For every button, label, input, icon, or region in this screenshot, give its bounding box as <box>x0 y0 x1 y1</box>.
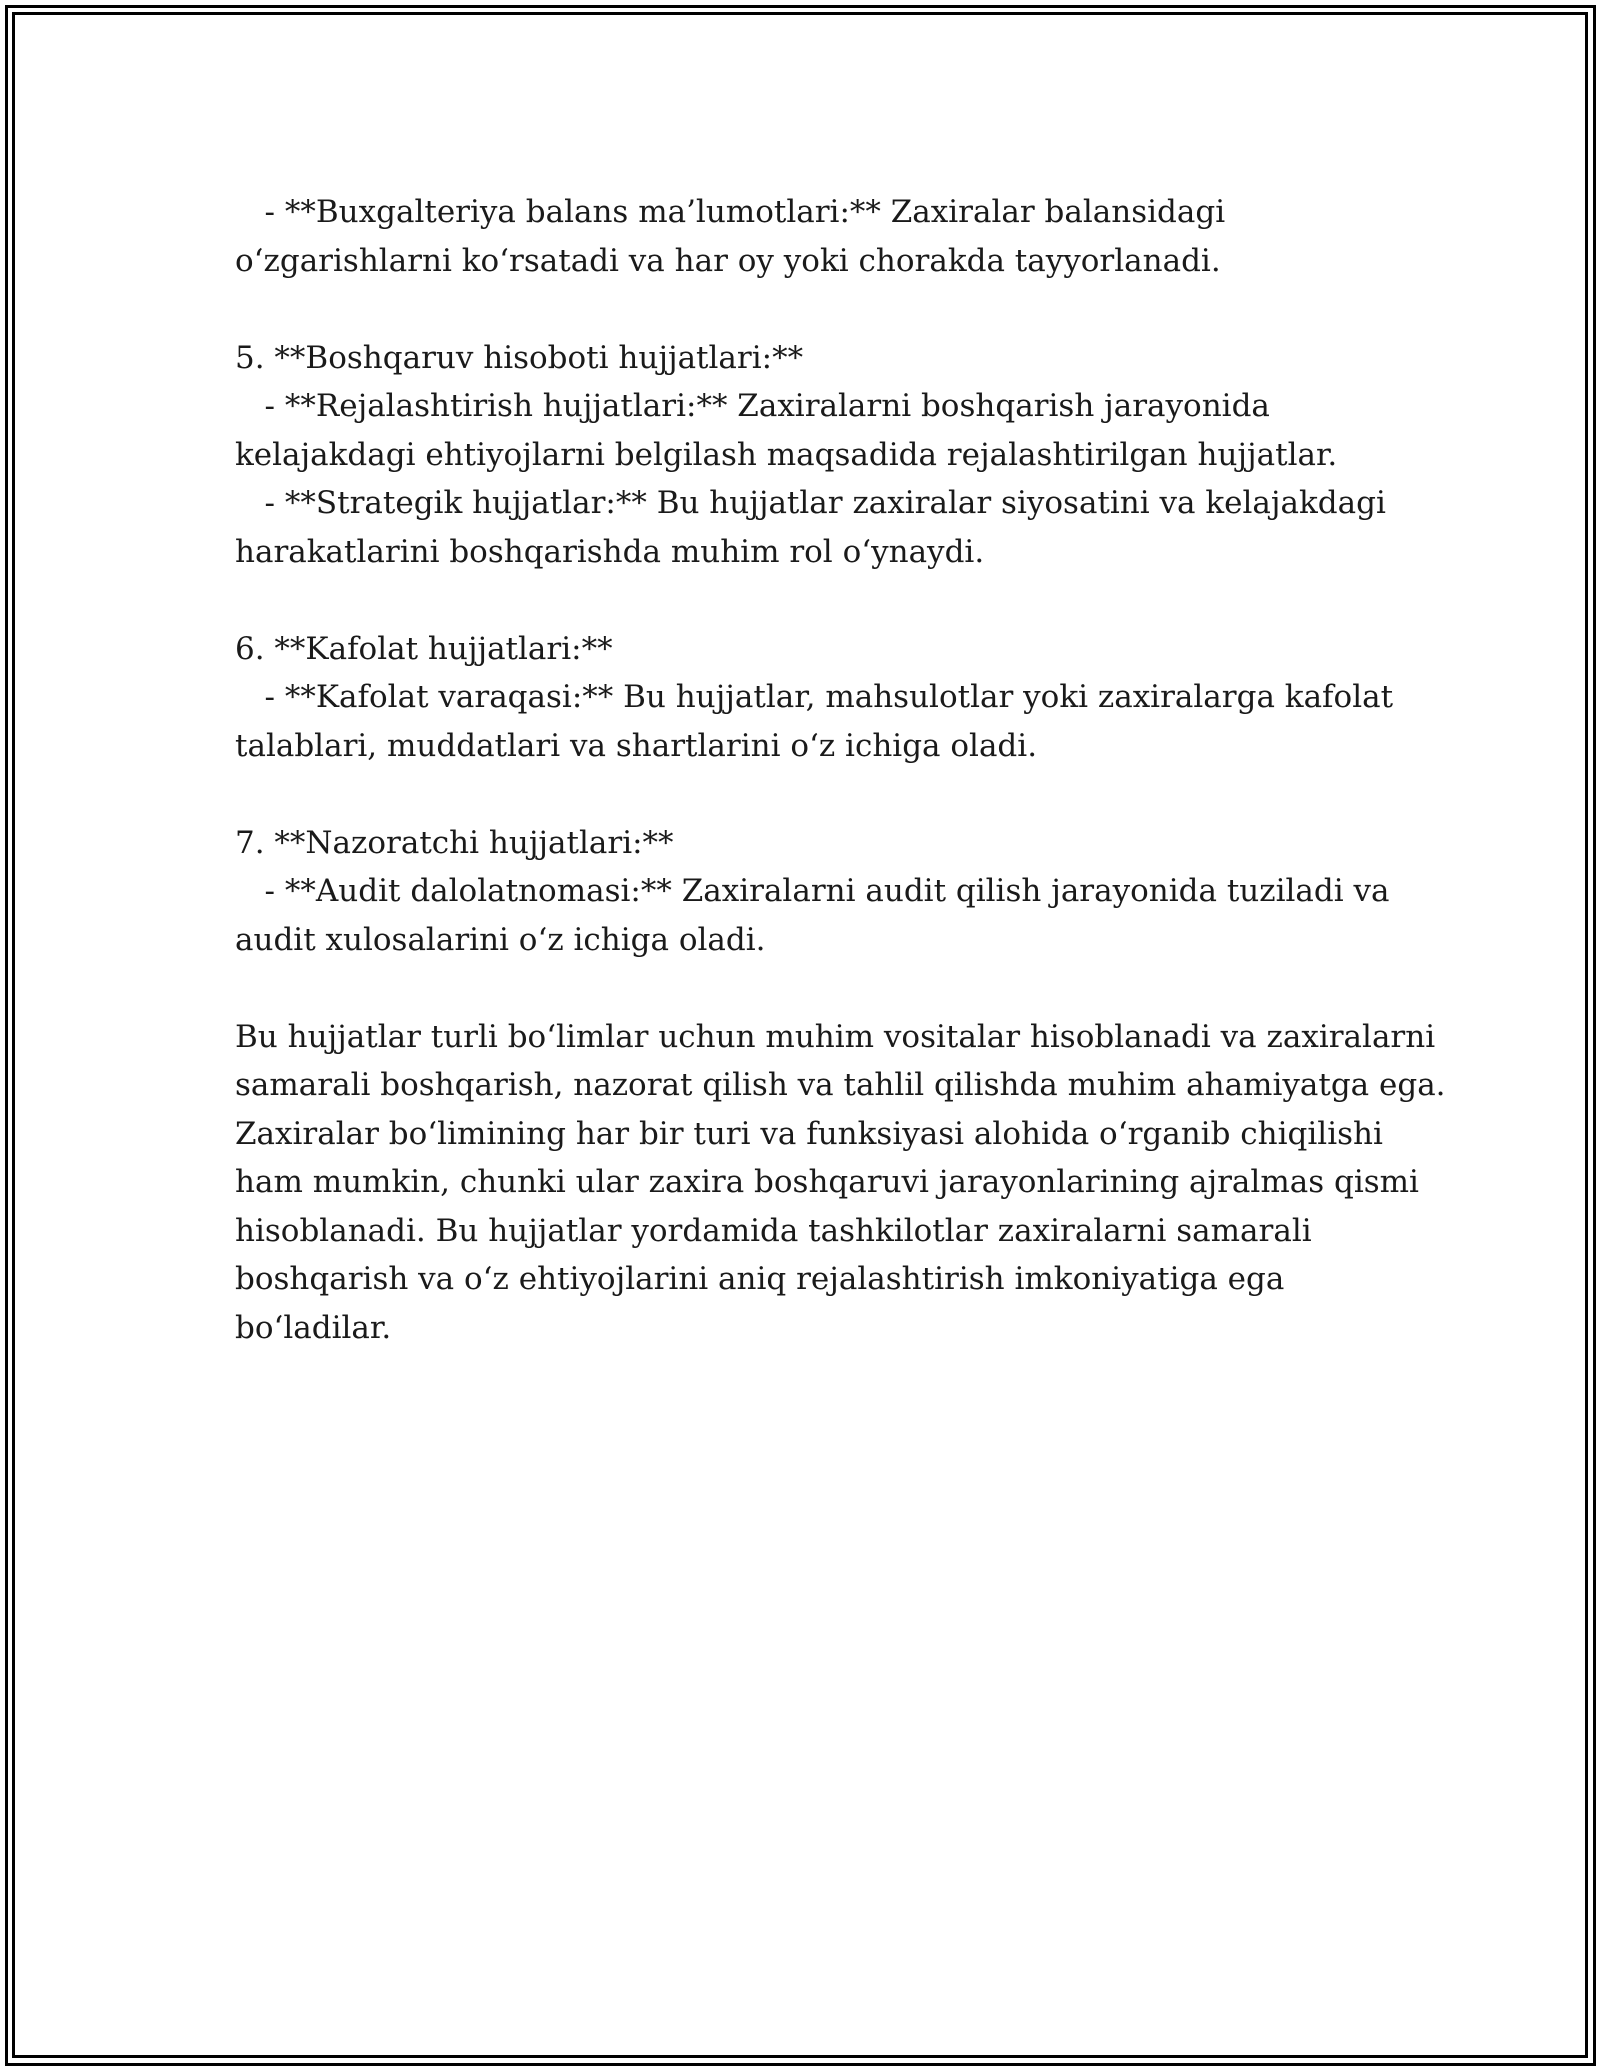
text-line: - **Kafolat varaqasi:** Bu hujjatlar, mahsulotlar yoki zaxiralarga kafolat <box>235 679 1394 715</box>
text-line: audit xulosalarini o‘z ichiga oladi. <box>235 921 766 958</box>
document-body <box>235 188 1446 1352</box>
text-line: - **Rejalashtirish hujjatlari:** Zaxiralarni boshqarish jarayonida <box>235 388 1270 424</box>
paragraph-gap <box>235 964 1375 1013</box>
text-line: kelajakdagi ehtiyojlarni belgilash maqsadida rejalashtirilgan hujjatlar. <box>235 436 1338 473</box>
text-line: harakatlarini boshqarishda muhim rol o‘ynaydi. <box>235 533 985 570</box>
list-heading: 7. **Nazoratchi hujjatlari:** <box>235 824 674 861</box>
text-line: boshqarish va o‘z ehtiyojlarini aniq rejalashtirish imkoniyatiga ega <box>235 1261 1285 1297</box>
text-line: - **Audit dalolatnomasi:** Zaxiralarni audit qilish jarayonida tuziladi va <box>235 873 1390 909</box>
paragraph-gap <box>235 576 1375 625</box>
text-line: ham mumkin, chunki ular zaxira boshqaruvi jarayonlarining ajralmas qismi <box>235 1164 1419 1200</box>
text-line: bo‘ladilar. <box>235 1309 392 1346</box>
text-line: talablari, muddatlari va shartlarini o‘z ichiga oladi. <box>235 727 1038 764</box>
list-heading: 6. **Kafolat hujjatlari:** <box>235 630 613 667</box>
list-heading: 5. **Boshqaruv hisoboti hujjatlari:** <box>235 339 804 376</box>
text-line: hisoblanadi. Bu hujjatlar yordamida tashkilotlar zaxiralarni samarali <box>235 1212 1312 1249</box>
paragraph-gap <box>235 770 1375 819</box>
text-line: o‘zgarishlarni ko‘rsatadi va har oy yoki chorakda tayyorlanadi. <box>235 242 1221 279</box>
text-line: - **Strategik hujjatlar:** Bu hujjatlar zaxiralar siyosatini va kelajakdagi <box>235 485 1386 521</box>
text-line: Bu hujjatlar turli bo‘limlar uchun muhim vositalar hisoblanadi va zaxiralarni <box>235 1018 1436 1055</box>
text-line: - **Buxgalteriya balans ma’lumotlari:** Zaxiralar balansidagi <box>235 194 1226 230</box>
paragraph-gap <box>235 285 1375 334</box>
text-line: samarali boshqarish, nazorat qilish va tahlil qilishda muhim ahamiyatga ega. <box>235 1067 1446 1103</box>
text-line: Zaxiralar bo‘limining har bir turi va funksiyasi alohida o‘rganib chiqilishi <box>235 1115 1383 1152</box>
